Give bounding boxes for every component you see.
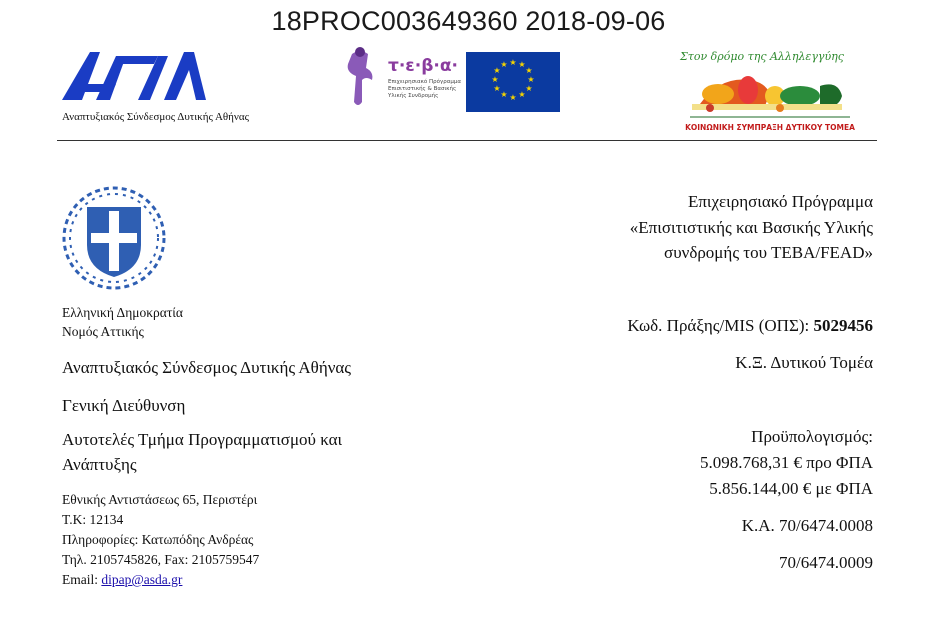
svg-text:★: ★ (493, 66, 501, 75)
phone-fax: Τηλ. 2105745826, Fax: 2105759547 (62, 552, 260, 567)
header-divider (57, 140, 877, 141)
budget-code-2: 70/6474.0009 (779, 553, 873, 572)
svg-text:★: ★ (491, 75, 499, 84)
svg-text:★: ★ (525, 66, 533, 75)
svg-text:★: ★ (518, 60, 526, 69)
social-slogan: Στον δρόμο της Αλληλεγγύης (680, 50, 844, 63)
budget-code-1: Κ.Α. 70/6474.0008 (741, 516, 873, 535)
svg-text:★: ★ (509, 58, 517, 67)
email-link[interactable]: dipap@asda.gr (101, 572, 183, 587)
svg-text:★: ★ (509, 93, 517, 102)
document-id: 18PROC003649360 2018-09-06 (271, 6, 666, 36)
general-directorate: Γενική Διεύθυνση (62, 396, 186, 415)
email-line (62, 570, 182, 590)
asda-logo (60, 48, 210, 111)
svg-text:★: ★ (525, 84, 533, 93)
svg-text:★: ★ (527, 75, 535, 84)
svg-text:★: ★ (500, 90, 508, 99)
program-line-1: Επιχειρησιακό Πρόγραμμα (687, 192, 873, 211)
teva-subtext-1: Επιχειρησιακό Πρόγραμμα (388, 79, 461, 85)
organization-name: Αναπτυξιακός Σύνδεσμος Δυτικής Αθήνας (62, 358, 352, 377)
asda-caption: Αναπτυξιακός Σύνδεσμος Δυτικής Αθήνας (62, 111, 250, 123)
mis-label: Κωδ. Πράξης/MIS (ΟΠΣ): (627, 316, 814, 335)
eu-flag (466, 52, 560, 112)
social-caption: ΚΟΙΝΩΝΙΚΗ ΣΥΜΠΡΑΞΗ ΔΥΤΙΚΟΥ ΤΟΜΕΑ (685, 123, 855, 132)
social-partnership-logo (660, 46, 870, 143)
program-line-2: «Επισιτιστικής και Βασικής Υλικής (629, 217, 873, 237)
program-line-3: συνδρομής του ΤΕΒΑ/FEAD» (664, 243, 873, 262)
budget-pre-vat: 5.098.768,31 € προ ΦΠΑ (699, 453, 873, 472)
svg-text:★: ★ (500, 60, 508, 69)
budget-with-vat: 5.856.144,00 € με ΦΠΑ (709, 479, 873, 498)
mis-value: 5029456 (813, 316, 873, 335)
republic-label: Ελληνική Δημοκρατία (62, 305, 183, 320)
svg-text:★: ★ (493, 84, 501, 93)
sector: Κ.Ξ. Δυτικού Τομέα (735, 353, 873, 372)
teva-name: τ·ε·β·α· (388, 56, 458, 76)
program-title (513, 189, 873, 266)
budget-label: Προϋπολογισμός: (751, 427, 873, 446)
department-name: Αυτοτελές Τμήμα Προγραμματισμού και Ανάπτυξης (62, 430, 343, 474)
greek-emblem (61, 185, 167, 296)
teva-subtext-3: Υλικής Συνδρομής (388, 93, 439, 99)
contact-person: Πληροφορίες: Κατωπόδης Ανδρέας (62, 532, 254, 547)
mis-code (627, 316, 873, 336)
postal-code: Τ.Κ: 12134 (62, 512, 124, 527)
teva-subtext-2: Επισιτιστικής & Βασικής (388, 86, 457, 92)
email-label: Email: (62, 572, 102, 587)
address: Εθνικής Αντιστάσεως 65, Περιστέρι (62, 492, 258, 507)
prefecture-label: Νομός Αττικής (62, 324, 144, 339)
teva-logo (338, 46, 463, 117)
svg-text:★: ★ (518, 90, 526, 99)
